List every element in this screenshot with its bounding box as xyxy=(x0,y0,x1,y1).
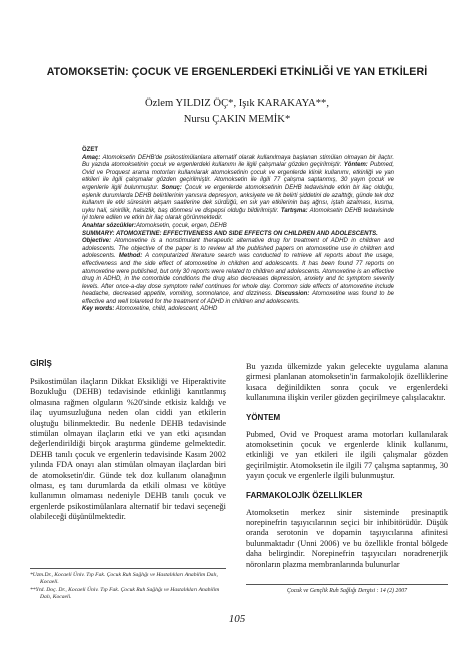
abstract-label: ÖZET xyxy=(82,147,98,153)
author-block xyxy=(20,96,454,128)
abstract-english xyxy=(82,238,394,306)
author-line: Nursu ÇAKIN MEMİK* xyxy=(183,114,291,125)
journal-divider xyxy=(246,584,448,585)
body-paragraph: Bu yazıda ülkemizde yakın gelecekte uygulama alanına girmesi planlanan atomoksetin'in farmakolojik özelliklerine kısaca değinildikten sonra çocuk ve ergenlerdeki kullanımına ilişkin veriler gözden geçirilmeye çalışılacaktır. xyxy=(246,362,448,403)
keywords-text: Atomoxetine, child, adolescent, ADHD xyxy=(114,306,218,313)
footnote: **Yrd. Doç. Dr., Kocaeli Üniv. Tıp Fak. Çocuk Ruh Sağlığı ve Hastalıkları Anabilim Dalı, Kocaeli. xyxy=(30,586,220,601)
section-label: Sonuç: xyxy=(161,184,182,191)
section-heading-yontem: YÖNTEM xyxy=(246,412,281,422)
section-heading-farmakolojik: FARMAKOLOJİK ÖZELLİKLER xyxy=(246,490,363,500)
keywords-label: Anahtar sözcükler: xyxy=(82,222,137,229)
right-column xyxy=(246,362,448,570)
footnote: *Uzm.Dr., Kocaeli Üniv. Tıp Fak. Çocuk Ruh Sağlığı ve Hastalıkları Anabilim Dalı, Kocaeli. xyxy=(30,572,218,586)
footnotes xyxy=(30,572,226,602)
section-text: A computarized literature search was conducted to retrieve all reports about the usage, effectiveness and the side effect of atomoxetine in children and adolescents. It has been found 77 reports on atomoxetine were published, but only 30 reports were related to children and adolescents. Atomoxetine is an effective drug in ADHD, in the comorbide conditions the drug also decreases depression, anxiety and tic symptom severity levels. After once-a-day dose symptom relief continues for whole day. Common side effects of atomoxetine include headache, decreased appetite, vomiting, somnolance, and dizziness. xyxy=(82,253,395,298)
body-paragraph: Atomoksetin merkez sinir sisteminde presinaptik norepinefrin taşıyıcılarının seçici bir inhibitörüdür. Düşük oranda serotonin ve dopamin taşıyıcılarına afinitesi bulunmaktadır (Unni 2006) ve bu özellikle frontal bölgede daha belirgindir. Norepinefrin taşıyıcıları noradrenerjik nöronların plazma membranlarında bulunurlar xyxy=(246,507,448,569)
section-heading-giris: GİRİŞ xyxy=(30,359,52,368)
page-number: 105 xyxy=(228,613,246,625)
section-label: Amaç: xyxy=(82,154,101,161)
keywords-text: Atomoksetin, çocuk, ergen, DEHB xyxy=(136,222,227,229)
section-label: Discussion: xyxy=(275,291,310,298)
footnote-divider xyxy=(30,568,226,569)
section-text: Atomoksetin DEHB'de psikostimülanlara alternatif olarak kullanılmaya başlanan stimülan olmayan bir ilaçtır. Bu yazıda atomoksetinin çocuk ve ergenlerdeki kullanımı ile ilgili çalışmalar gözden geçirilmiştir. xyxy=(82,154,394,169)
left-column xyxy=(30,359,226,523)
keywords-turkish xyxy=(82,223,394,231)
section-label: Objective: xyxy=(82,238,112,245)
section-text: Atomoxetine was found to be effective and well tolareted for the treatment of ADHD in children and adolescents. xyxy=(82,291,395,305)
article-title: ATOMOKSETİN: ÇOCUK VE ERGENLERDEKİ ETKİNLİĞİ VE YAN ETKİLERİ xyxy=(46,66,428,78)
journal-reference: Çocuk ve Gençlik Ruh Sağlığı Dergisi : 14 (2) 2007 xyxy=(286,588,408,594)
section-text: Pubmed, Ovid ve Proquest arama motorları kullanılarak atomoksetinin çocuk ve ergenlerde klinik kullanımı, etkinliği ve yan etkileri ile ilgili çalışmalar gözden geçirilmiştir. Atomoksetin ile ilgili 77 çalışma saptanmış, 30 yayın çocuk ve ergenlerle ilgili bulunmuştur. xyxy=(82,162,394,191)
section-text: Atomoxetine is a nonstimulant therapeutic alternative drug for treatment of ADHD in children and adolescents. The objective of the paper is to review all the published papers on atomoxetine use in children and adolescents. xyxy=(82,238,394,260)
summary-heading: SUMMARY: ATOMOXETINE: EFFECTIVENESS AND SIDE EFFECTS ON CHILDREN AND ADOLESCENTS. xyxy=(82,230,378,237)
abstract-turkish xyxy=(82,155,394,223)
body-paragraph: Psikostimülan ilaçların Dikkat Eksikliği ve Hiperaktivite Bozukluğu (DEHB) tedavisinde etkinliği kanıtlanmış olmasına rağmen olguların %20'sinde etkisiz kaldığı ve ilaç uyumsuzluğuna neden olan ciddi yan etkilerin oluştuğu bilinmektedir. Bu nedenle DEHB tedavisinde stimülan olmayan ilaçların etki ve yan etki açısından değerlendirildiği birçok araştırma gündeme gelmektedir. DEHB tanılı çocuk ve ergenlerin tedavisinde Kasım 2002 yılında FDA onayı alan stimülan olmayan ilaçlardan biri de atomoksetin'dir. Günde tek doz kullanım olanağının olması, eş tanı durumlarda da etkili olması ve kötüye kullanımın olmaması nedeniyle DEHB tanılı çocuk ve ergenlerde psikostimülanlara alternatif bir tedavi seçeneği olabileceği düşünülmektedir. xyxy=(30,377,226,522)
keywords-english xyxy=(82,306,394,314)
keywords-label: Key words: xyxy=(82,306,115,313)
body-paragraph: Pubmed, Ovid ve Proquest arama motorları kullanılarak atomoksetinin çocuk ve ergenlerde klinik kullanımı, etkinliği ve yan etkileri ile ilgili çalışmalar gözden geçirilmiştir. Atomoksetin ile ilgili 77 çalışma saptanmış, 30 yayın çocuk ve ergenlerle ilgili bulunmuştur. xyxy=(246,429,448,481)
section-text: Çocuk ve ergenlerde atomoksetinin DEHB tedavisinde etkin bir ilaç olduğu, eşlenik durumlarda DEHB belirtilerinin yanısıra depresyon, anksiyete ve tik belirti şiddetini de azalttığı, günde tek doz kullanım ile etki süresinin akşam saatlerine dek sürdüğü, en sık yan etkilerinin baş ağrısı, iştah azalması, kusma, uyku hali, sinirlilik, halsizlik, baş dönmesi ve dispepsi olduğu bildirilmiştir. xyxy=(82,184,394,214)
abstract-block xyxy=(82,147,394,314)
section-label: Tartışma: xyxy=(280,207,308,214)
section-text: Atomoksetin DEHB tedavisinde iyi tolere edilen ve etkin bir ilaç olarak görünmektedir. xyxy=(82,207,394,222)
section-label: Yöntem: xyxy=(343,162,368,169)
section-label: Method: xyxy=(118,253,143,260)
author-line: Özlem YILDIZ ÖÇ*, Işık KARAKAYA**, xyxy=(144,98,329,109)
